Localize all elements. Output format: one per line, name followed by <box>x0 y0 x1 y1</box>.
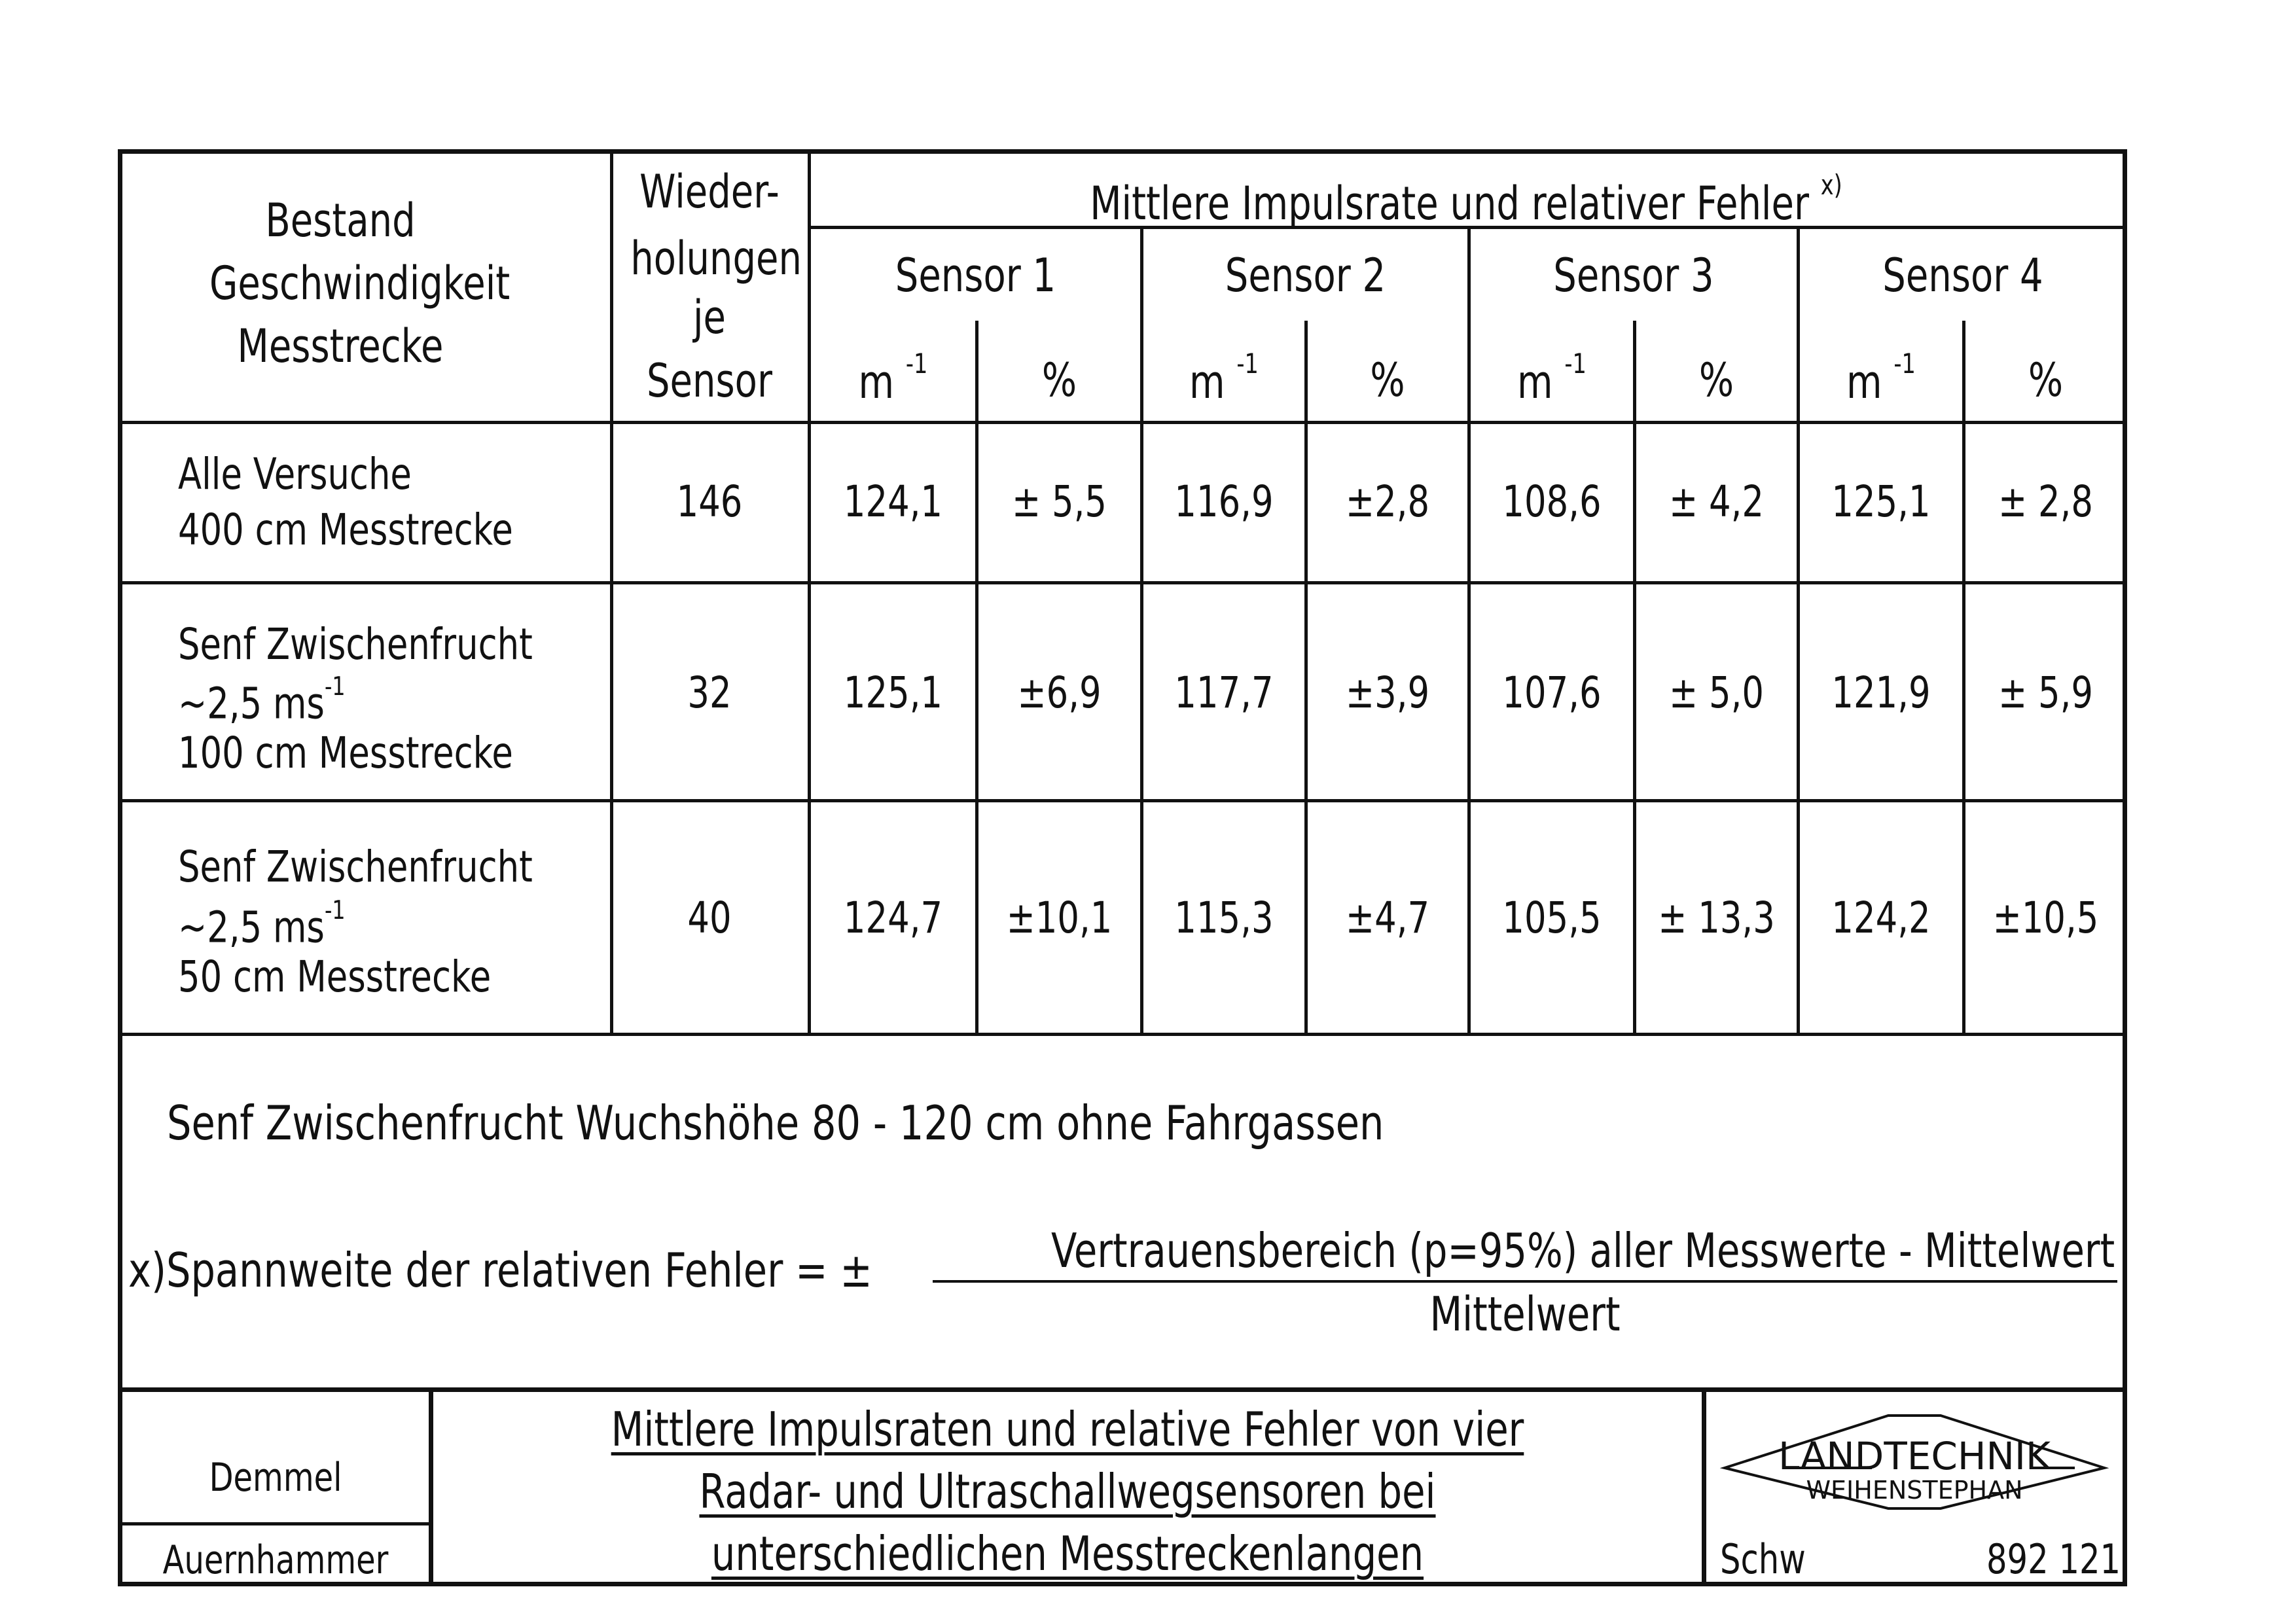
unit-m-s3: m $^{-1}$ <box>1517 348 1587 409</box>
row2-label-3: 100 cm Messtrecke <box>178 728 513 778</box>
grid-line <box>1140 226 1143 1034</box>
header-wiederholungen-2: holungen <box>630 232 802 285</box>
landtechnik-logo <box>1718 1410 2111 1515</box>
row3-label-3: 50 cm Messtrecke <box>178 952 492 1002</box>
author-demmel: Demmel <box>209 1455 342 1501</box>
row2-s4-rate: 121,9 <box>1831 668 1931 718</box>
header-messtrecke: Messtrecke <box>237 319 444 373</box>
sensor-1-label: Sensor 1 <box>895 249 1056 302</box>
row1-s4-error: ± 2,8 <box>1998 476 2093 527</box>
unit-pct-s1: % <box>1041 353 1077 407</box>
row3-s1-rate: 124,7 <box>843 893 943 943</box>
row1-s4-rate: 125,1 <box>1831 476 1931 527</box>
grid-line <box>1633 321 1636 1034</box>
sensor-3-label: Sensor 3 <box>1553 249 1714 302</box>
row3-s3-rate: 105,5 <box>1502 893 1602 943</box>
row3-label-1: Senf Zwischenfrucht <box>178 842 533 892</box>
row3-label-2: ~2,5 $ms^{-1}$ <box>178 895 346 953</box>
row3-s1-error: ±10,1 <box>1006 893 1113 943</box>
grid-line <box>610 149 613 1034</box>
grid-line <box>1962 321 1965 1034</box>
grid-line <box>808 149 811 1034</box>
author-auernhammer: Auernhammer <box>162 1537 389 1583</box>
header-wiederholungen-4: Sensor <box>647 354 772 408</box>
header-wiederholungen-3: je <box>692 291 726 344</box>
grid-line <box>1702 1389 1706 1585</box>
logo-line1: LANDTECHNIK <box>1778 1434 2051 1478</box>
header-group-title: Mittlere Impulsrate und relativer Fehler $^{x)}$ <box>1090 169 1842 230</box>
grid-line <box>975 321 978 1034</box>
footer-title-2: Radar- und Ultraschallwegsensoren bei <box>699 1464 1436 1519</box>
fraction-line <box>933 1280 2117 1283</box>
unit-pct-s3: % <box>1698 353 1734 407</box>
header-wiederholungen-1: Wieder- <box>639 165 780 219</box>
row2-wiederholungen: 32 <box>687 668 732 718</box>
unit-m-s2: m $^{-1}$ <box>1189 348 1259 409</box>
logo-line2: WEIHENSTEPHAN <box>1806 1476 2023 1505</box>
row1-label-1: Alle Versuche <box>178 449 412 499</box>
unit-m-s1: m $^{-1}$ <box>858 348 928 409</box>
row2-s4-error: ± 5,9 <box>1998 668 2093 718</box>
grid-line <box>118 1387 2127 1392</box>
unit-pct-s2: % <box>1370 353 1405 407</box>
grid-line <box>118 1522 432 1525</box>
row2-s2-rate: 117,7 <box>1174 668 1274 718</box>
formula-lhs: x)Spannweite der relativen Fehler = ± <box>128 1243 872 1298</box>
grid-line <box>1797 226 1800 1034</box>
sensor-2-label: Sensor 2 <box>1225 249 1386 302</box>
grid-line <box>1304 321 1308 1034</box>
footer-title-1: Mittlere Impulsraten und relative Fehler von vier <box>611 1402 1524 1457</box>
row1-s2-rate: 116,9 <box>1174 476 1274 527</box>
row1-s2-error: ±2,8 <box>1345 476 1430 527</box>
row2-s2-error: ±3,9 <box>1345 668 1430 718</box>
grid-line <box>118 581 2127 584</box>
grid-line <box>118 421 2127 424</box>
row3-s3-error: ± 13,3 <box>1658 893 1775 943</box>
unit-m-s4: m $^{-1}$ <box>1846 348 1916 409</box>
row1-label-2: 400 cm Messtrecke <box>178 505 513 555</box>
row3-wiederholungen: 40 <box>687 893 732 943</box>
row2-s3-rate: 107,6 <box>1502 668 1602 718</box>
row2-s3-error: ± 5,0 <box>1669 668 1764 718</box>
row3-s2-rate: 115,3 <box>1174 893 1274 943</box>
row1-s1-rate: 124,1 <box>843 476 943 527</box>
sensor-4-label: Sensor 4 <box>1882 249 2043 302</box>
grid-line <box>429 1389 433 1585</box>
footer-title-3: unterschiedlichen Messtreckenlangen <box>711 1526 1424 1581</box>
row2-s1-error: ±6,9 <box>1017 668 1102 718</box>
crop-note: Senf Zwischenfrucht Wuchshöhe 80 - 120 cm ohne Fahrgassen <box>167 1096 1384 1150</box>
grid-line <box>1467 226 1471 1034</box>
header-geschwindigkeit: Geschwindigkeit <box>209 257 511 310</box>
formula-numerator: Vertrauensbereich (p=95%) aller Messwerte - Mittelwert <box>1051 1223 2115 1278</box>
row1-s3-rate: 108,6 <box>1502 476 1602 527</box>
formula-denominator: Mittelwert <box>1429 1287 1621 1342</box>
row2-s1-rate: 125,1 <box>843 668 943 718</box>
header-bestand: Bestand <box>265 194 416 247</box>
drafter-initials: Schw <box>1720 1535 1806 1583</box>
row3-s2-error: ±4,7 <box>1345 893 1430 943</box>
row1-s1-error: ± 5,5 <box>1012 476 1107 527</box>
grid-line <box>118 799 2127 802</box>
row1-wiederholungen: 146 <box>676 476 743 527</box>
drawing-number: 892 121 <box>1986 1535 2121 1583</box>
row1-s3-error: ± 4,2 <box>1669 476 1764 527</box>
grid-line <box>118 1033 2127 1036</box>
unit-pct-s4: % <box>2028 353 2064 407</box>
row2-label-2: ~2,5 $ms^{-1}$ <box>178 671 346 729</box>
row3-s4-rate: 124,2 <box>1831 893 1931 943</box>
row2-label-1: Senf Zwischenfrucht <box>178 619 533 669</box>
row3-s4-error: ±10,5 <box>1992 893 2099 943</box>
